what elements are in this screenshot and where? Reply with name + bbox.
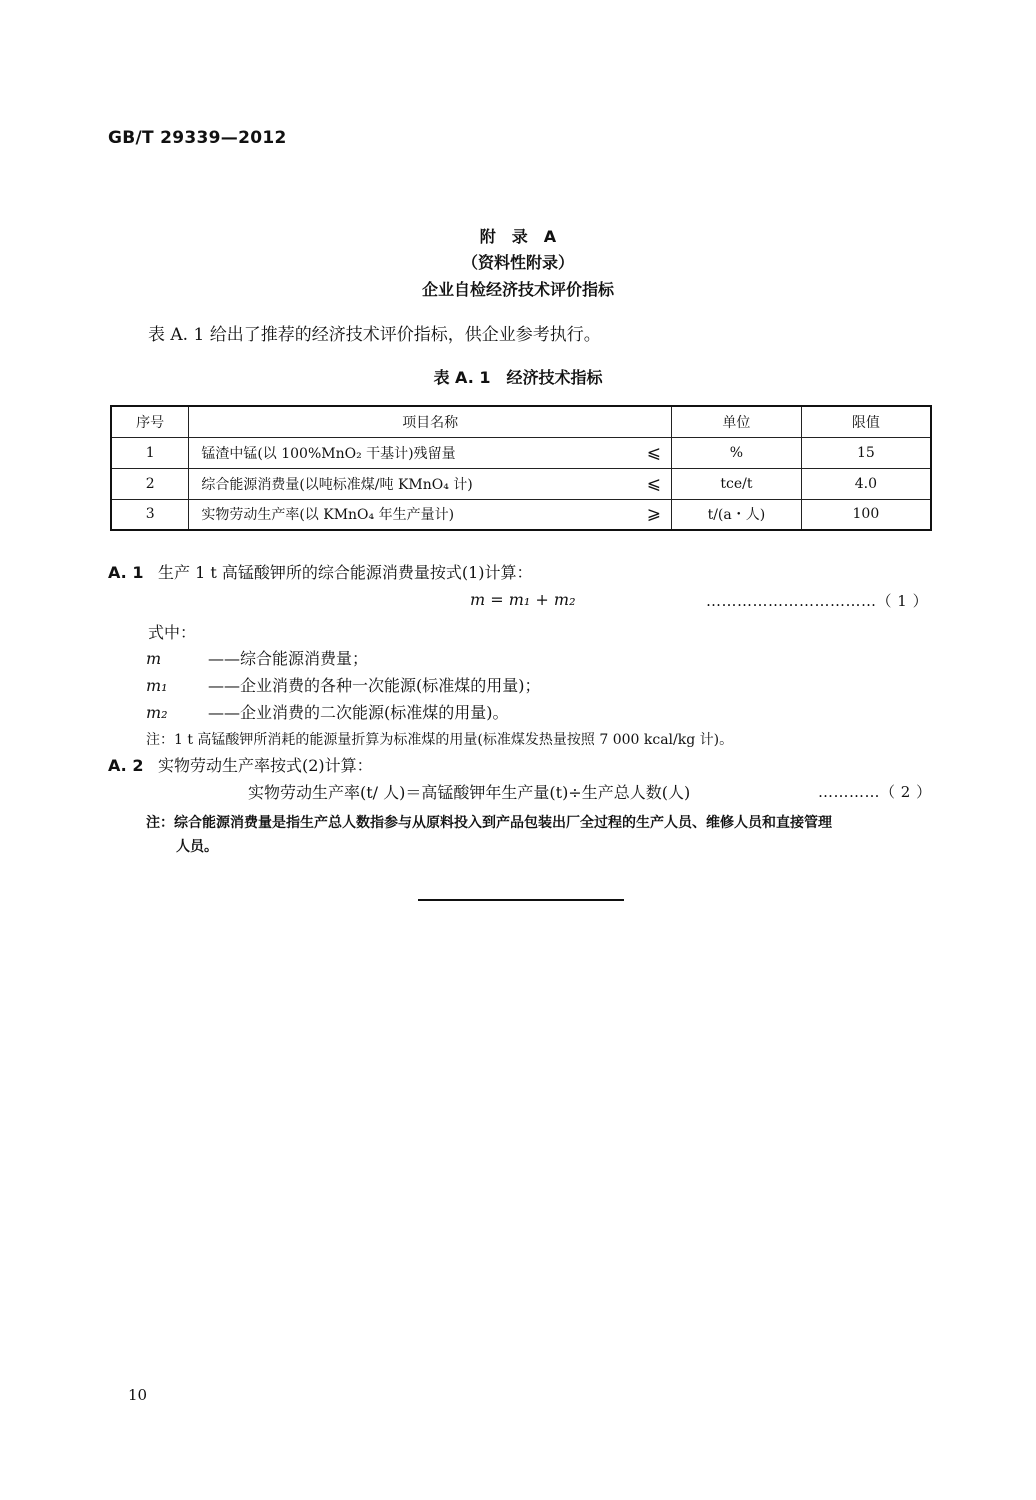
variable-m2	[146, 700, 509, 723]
row-name-cell	[189, 499, 672, 530]
section-a1-text: 生产 1 t 高锰酸钾所的综合能源消费量按式(1)计算：	[158, 563, 533, 582]
row-no: 3	[111, 499, 189, 530]
variable-desc: ——综合能源消费量；	[208, 649, 369, 668]
row-name-cell	[189, 437, 672, 468]
row-no: 2	[111, 468, 189, 499]
indicator-table	[110, 405, 932, 531]
header-no: 序号	[111, 406, 189, 437]
appendix-subject: 企业自检经济技术评价指标	[421, 280, 614, 299]
page-number: 10	[128, 1386, 148, 1404]
variable-m1	[146, 673, 541, 696]
appendix-title: 附 录 A	[479, 227, 557, 246]
section-a2-label: A. 2	[108, 756, 144, 775]
section-a1	[108, 560, 533, 583]
header-unit: 单位	[672, 406, 802, 437]
row-name: 实物劳动生产率(以 KMnO₄ 年生产量计)	[201, 507, 455, 524]
relation-symbol: ⩽	[646, 442, 662, 463]
table-row	[111, 499, 931, 530]
section-a2-text: 实物劳动生产率按式(2)计算：	[158, 756, 373, 775]
appendix-type: （资料性附录）	[461, 253, 574, 272]
formula-2: 实物劳动生产率(t/ 人)＝高锰酸钾年生产量(t)÷生产总人数(人)	[248, 783, 691, 802]
row-unit: t/(a・人)	[672, 499, 802, 530]
header-limit: 限值	[801, 406, 931, 437]
standard-code: GB/T 29339—2012	[108, 128, 287, 148]
variable-symbol: m₂	[146, 703, 168, 722]
section-a1-label: A. 1	[108, 563, 144, 582]
table-caption: 表 A. 1 经济技术指标	[433, 368, 603, 387]
relation-symbol: ⩾	[646, 504, 662, 525]
row-unit: %	[672, 437, 802, 468]
equation-number-2: …………（ 2 ）	[818, 783, 932, 801]
row-limit: 4.0	[801, 468, 931, 499]
variable-desc: ——企业消费的各种一次能源(标准煤的用量)；	[208, 676, 541, 695]
row-unit: tce/t	[672, 468, 802, 499]
table-header-row	[111, 406, 931, 437]
variable-symbol: m	[146, 649, 162, 668]
formula-1: m = m₁ + m₂	[470, 590, 576, 609]
section-a2	[108, 753, 373, 776]
variable-m	[146, 646, 368, 669]
variable-desc: ——企业消费的二次能源(标准煤的用量)。	[208, 703, 509, 722]
row-name-cell	[189, 468, 672, 499]
row-limit: 100	[801, 499, 931, 530]
header-name: 项目名称	[189, 406, 672, 437]
relation-symbol: ⩽	[646, 473, 662, 494]
row-name: 综合能源消费量(以吨标准煤/吨 KMnO₄ 计)	[201, 476, 473, 493]
where-label: 式中：	[148, 623, 197, 642]
row-no: 1	[111, 437, 189, 468]
note-a2-line1: 注：综合能源消费量是指生产总人数指参与从原料投入到产品包装出厂全过程的生产人员、维修人员和直接管理	[146, 815, 832, 831]
row-name: 锰渣中锰(以 100%MnO₂ 干基计)残留量	[201, 445, 456, 462]
end-divider	[418, 899, 624, 901]
equation-number-1: ……………………………（ 1 ）	[706, 592, 929, 610]
intro-text: 表 A. 1 给出了推荐的经济技术评价指标，供企业参考执行。	[148, 325, 601, 345]
note-a1: 注：1 t 高锰酸钾所消耗的能源量折算为标准煤的用量(标准煤发热量按照 7 000 kcal/kg 计)。	[146, 732, 734, 748]
variable-symbol: m₁	[146, 676, 168, 695]
row-limit: 15	[801, 437, 931, 468]
table-row	[111, 468, 931, 499]
note-a2-line2: 人员。	[176, 839, 218, 855]
table-row	[111, 437, 931, 468]
